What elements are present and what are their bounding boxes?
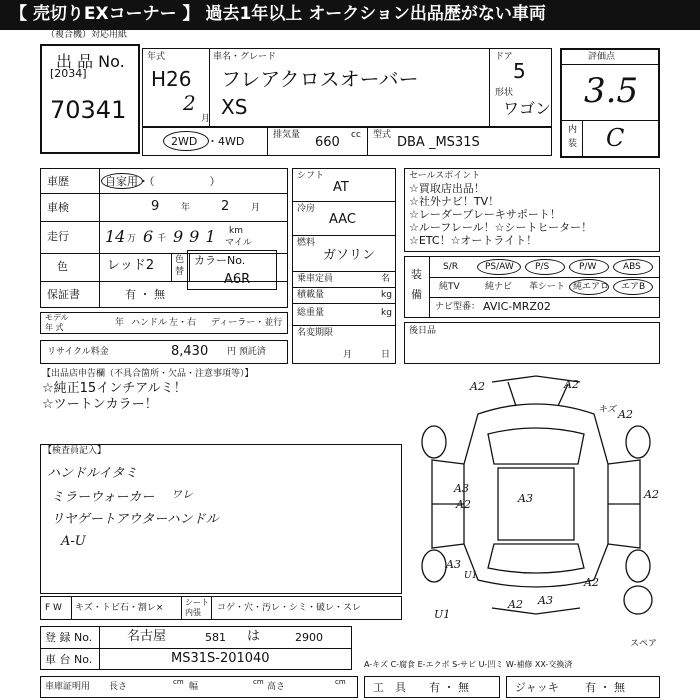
tools-label: 工 具	[373, 681, 406, 694]
inspector-line: ハンドルイタミ	[47, 466, 138, 481]
equip-aero: 純エアロ	[573, 282, 610, 292]
color-change-1: 色	[175, 255, 185, 265]
reg-label: 登 録 No.	[45, 631, 93, 644]
shift-value: AT	[333, 180, 349, 195]
damage-mark: U1	[434, 608, 451, 621]
load-label: 積載量	[297, 290, 325, 300]
damage-mark: U1	[464, 571, 478, 581]
sales-points-title: セールスポイント	[409, 171, 481, 181]
reg-place: 名古屋	[127, 629, 167, 644]
after-install-label: 後日品	[409, 326, 437, 336]
equip-abs: ABS	[623, 262, 641, 272]
colorno-box	[187, 250, 277, 290]
damage-mark: A2	[470, 380, 485, 393]
equip-sr: S/R	[443, 262, 458, 272]
dealer-label: ディーラー・並行	[211, 318, 283, 328]
sales-points-box	[404, 168, 660, 252]
height-label: 高さ	[267, 682, 286, 692]
model-year-label-2: 年 式	[45, 323, 64, 332]
colorno-label: カラーNo.	[194, 254, 246, 267]
doors-value: 5	[513, 59, 526, 83]
namechange-day: 日	[381, 350, 391, 360]
remarks-title: 【出品店申告欄（不具合箇所・欠品・注意事項等）】	[42, 369, 254, 379]
name-label: 車名・グレード	[213, 52, 277, 62]
equipment-box	[404, 256, 660, 318]
damage-mark: A3	[538, 594, 553, 607]
interior-label-2: 装	[568, 139, 578, 149]
after-install-box	[404, 322, 660, 364]
weight-unit: kg	[381, 308, 392, 318]
sales-point-item: ☆レーダーブレーキサポート！	[409, 208, 561, 221]
damage-mark: A3	[446, 558, 461, 571]
namechange-unit: 月	[343, 350, 353, 360]
warranty-label: 保証書	[47, 288, 80, 301]
width-label: 幅	[189, 682, 199, 692]
equip-pw: P/W	[579, 262, 597, 272]
damage-mark: A3	[454, 482, 469, 495]
body-value: ワゴン	[503, 99, 552, 118]
jack-label: ジャッキ	[515, 681, 559, 694]
recycle-unit: 円 預託済	[227, 347, 266, 357]
recycle-row	[40, 340, 288, 364]
damage-mark: A2	[618, 408, 633, 421]
recycle-value: 8,430	[171, 344, 209, 359]
displacement-label: 排気量	[273, 130, 301, 140]
equip-leather: 革シート	[529, 282, 566, 292]
reki-value: 自家用・（ ）	[105, 175, 221, 188]
mileage-rest: 991	[173, 227, 222, 246]
fw-options: キズ・トビ石・割レ×	[75, 603, 164, 613]
registration-box	[40, 626, 352, 670]
mileage-man-unit: 万	[127, 234, 137, 244]
sales-point-item: ☆社外ナビ！TV！	[409, 195, 500, 208]
sales-point-item: ☆ルーフレール！☆シートヒーター！	[409, 221, 593, 234]
lot-box	[40, 44, 140, 154]
height-unit: cm	[335, 678, 346, 686]
subnote: （複合機）対応用紙	[46, 30, 128, 40]
seat-options: コゲ・穴・汚レ・シミ・破レ・スレ	[217, 603, 362, 613]
seat-label-2: 内張	[185, 608, 201, 617]
fw-row	[40, 596, 402, 620]
lot-sub-no: [2034]	[50, 67, 87, 80]
model-value: DBA _MS31S	[397, 135, 480, 150]
damage-mark: A3	[518, 492, 533, 505]
navi-label: ナビ型番：	[435, 302, 481, 312]
color-value: レッド2	[107, 258, 155, 273]
inspector-title: 【検査員記入】	[43, 446, 107, 456]
warranty-value: 有 ・ 無	[125, 288, 165, 301]
damage-mark: A2	[564, 378, 579, 391]
cert-label: 車庫証明用	[45, 682, 91, 692]
vehicle-block	[142, 48, 552, 128]
equip-navi: 純ナビ	[485, 282, 513, 292]
ac-value: AAC	[329, 212, 356, 227]
len-label: 長さ	[109, 682, 128, 692]
sales-point-item: ☆買取店出品！	[409, 182, 485, 195]
damage-legend: A-キズ C-腐食 E-エクボ S-サビ U-凹ミ W-補修 XX-交換済	[364, 660, 573, 669]
vin-label: 車 台 No.	[45, 653, 93, 666]
mileage-man: 14	[105, 227, 126, 246]
year-label: 年式	[147, 52, 166, 62]
inspection-label: 車検	[47, 201, 69, 214]
mileage-km-unit: km	[229, 226, 243, 236]
inspector-line: ミラーウォーカー	[51, 490, 155, 505]
drive-2wd: 2WD	[171, 135, 198, 148]
navi-value: AVIC-MRZ02	[483, 300, 551, 313]
inspection-month-unit: 月	[251, 203, 261, 213]
model-label: 型式	[373, 130, 392, 140]
engine-row	[142, 126, 552, 156]
body-label: 形状	[495, 88, 514, 98]
inspector-side-note: ワレ	[171, 488, 193, 501]
car-diagram	[408, 372, 664, 622]
recycle-label: リサイクル料金	[47, 347, 109, 357]
seat-label-1: シート	[185, 598, 209, 607]
color-label: 色	[57, 260, 68, 273]
interior-value: C	[606, 124, 625, 152]
drive-4wd: ・4WD	[207, 135, 245, 148]
reki-label: 車歴	[47, 175, 69, 188]
damage-mark: A2	[644, 488, 659, 501]
inspection-year-unit: 年	[181, 203, 191, 213]
remark-line: ☆ツートンカラー！	[42, 397, 158, 412]
reg-num: 2900	[295, 631, 323, 644]
reg-class: 581	[205, 631, 226, 644]
fuel-label: 燃料	[297, 238, 316, 248]
capacity-unit: 名	[381, 274, 391, 284]
equip-psaw: PS/AW	[485, 262, 514, 272]
equip-airbag: エアB	[621, 282, 646, 292]
spec-column	[292, 168, 396, 364]
damage-mark: キズ	[598, 405, 616, 415]
displacement-value: 660	[315, 135, 340, 150]
displacement-unit: cc	[351, 130, 361, 140]
year-value: H26	[151, 67, 192, 91]
ac-label: 冷房	[297, 204, 316, 214]
score-value: 3.5	[584, 71, 639, 111]
grade-value: XS	[221, 95, 248, 119]
weight-label: 総重量	[297, 308, 325, 318]
model-year-row	[40, 312, 288, 334]
inspection-year: 9	[151, 199, 160, 214]
footer-cert-row	[40, 676, 358, 698]
model-year-label-1: モデル	[45, 313, 69, 322]
model-year-unit: 年	[115, 318, 125, 328]
mileage-sen: 6	[143, 227, 154, 246]
equip-tv: 純TV	[439, 282, 460, 292]
inspector-line: A-U	[61, 534, 86, 549]
fw-label: F W	[45, 603, 62, 613]
score-box	[560, 48, 660, 158]
shift-label: シフト	[297, 171, 325, 181]
damage-mark: A2	[456, 498, 471, 511]
remark-line: ☆純正15インチアルミ！	[42, 381, 187, 396]
width-unit: cm	[253, 678, 264, 686]
month-value: 2	[183, 91, 196, 115]
spare-label: スペア	[630, 639, 658, 649]
inspector-line: リヤゲートアウターハンドル	[51, 512, 219, 527]
damage-mark: A2	[584, 576, 599, 589]
reg-kana: は	[247, 629, 261, 644]
len-unit: cm	[173, 678, 184, 686]
banner-bar	[0, 0, 700, 30]
handle-value: 左・右	[169, 318, 197, 328]
jack-value: 有 ・ 無	[585, 681, 625, 694]
inspection-month: 2	[221, 199, 230, 214]
mileage-label: 走行	[47, 230, 69, 243]
equipment-side-2: 備	[411, 288, 422, 301]
tools-value: 有 ・ 無	[429, 681, 469, 694]
mileage-mile-unit: マイル	[225, 238, 252, 248]
damage-mark: A2	[508, 598, 523, 611]
lot-label: 出 品 No.	[56, 52, 125, 71]
banner-text: 【 売切りEXコーナー 】 過去1年以上 オークション出品歴がない車両	[10, 4, 546, 24]
colorno-value: A6R	[224, 272, 251, 287]
tools-row	[364, 676, 500, 698]
score-label: 評価点	[588, 52, 616, 62]
mileage-sen-unit: 千	[157, 234, 167, 244]
inspector-box	[40, 444, 402, 594]
doors-label: ドア	[495, 52, 513, 62]
jack-row	[506, 676, 660, 698]
handle-label: ハンドル	[131, 318, 168, 328]
color-change-2: 替	[175, 267, 185, 277]
equipment-side-1: 装	[411, 268, 422, 281]
interior-label-1: 内	[568, 125, 578, 135]
name-value: フレアクロスオーバー	[221, 67, 419, 91]
load-unit: kg	[381, 290, 392, 300]
lot-number: 70341	[50, 96, 127, 124]
vin-value: MS31S-201040	[171, 651, 270, 666]
equip-ps: P/S	[535, 262, 550, 272]
capacity-label: 乗車定員	[297, 274, 334, 284]
fuel-value: ガソリン	[323, 248, 376, 263]
month-unit: 月	[201, 114, 211, 124]
sales-point-item: ☆ETC！☆オートライト！	[409, 234, 538, 247]
namechange-label: 名変期限	[297, 328, 334, 338]
